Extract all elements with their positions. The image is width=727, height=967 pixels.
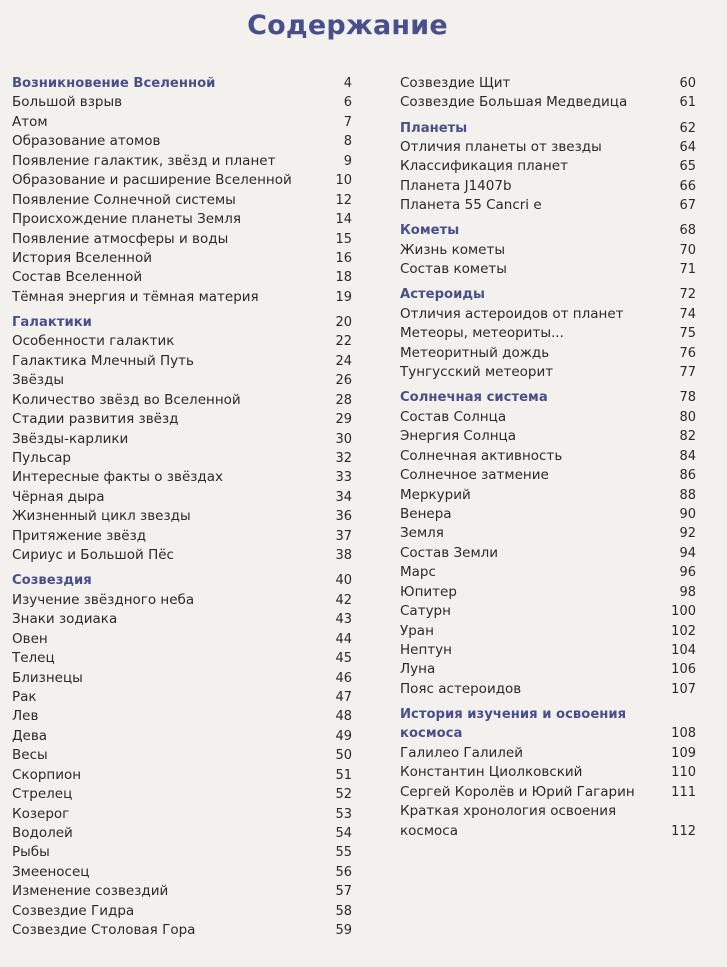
page-title: Содержание (247, 10, 448, 41)
toc-section (12, 313, 352, 566)
entry-title: Марс (400, 564, 436, 581)
entry-title: Нептун (400, 642, 452, 658)
entry-title: Состав Солнца (400, 408, 507, 425)
toc-entry (400, 447, 696, 466)
entry-title: Атом (12, 113, 48, 130)
toc-entry (400, 486, 696, 505)
entry-title: Образование и расширение Вселенной (12, 172, 292, 189)
page-number: 72 (679, 287, 696, 303)
entry-title: Созвездие Большая Медведица (400, 94, 628, 111)
section-title: Солнечная система (400, 390, 548, 406)
entry-title: Планета J1407b (400, 177, 512, 194)
toc-section (400, 221, 696, 279)
section-title: Возникновение Вселенной (12, 76, 216, 91)
page-number: 6 (343, 95, 352, 111)
page-number: 14 (335, 212, 352, 228)
page-number: 68 (679, 223, 696, 239)
page-number: 38 (335, 548, 352, 564)
entry-title: Отличия планеты от звезды (400, 139, 602, 155)
toc-entry (12, 746, 352, 765)
page-number: 60 (679, 76, 696, 91)
entry-title: Дева (12, 727, 48, 744)
toc-entry (12, 93, 352, 112)
entry-title: Жизненный цикл звезды (12, 508, 191, 525)
entry-title: Солнечное затмение (400, 467, 549, 484)
entry-title: Происхождение планеты Земля (12, 211, 241, 228)
toc-section-heading (400, 705, 696, 744)
entry-title: Водолей (12, 825, 73, 842)
toc-entry (12, 766, 352, 785)
toc-entry (400, 602, 696, 621)
toc-right-column (400, 74, 696, 847)
page-number: 61 (679, 95, 696, 111)
toc-entry (400, 544, 696, 563)
page-number: 62 (679, 120, 696, 136)
entry-title: Появление галактик, звёзд и планет (12, 152, 276, 169)
page-number: 51 (335, 767, 352, 783)
page-number: 112 (671, 823, 696, 839)
entry-title: Появление Солнечной системы (12, 191, 236, 208)
entry-title: Весы (12, 747, 48, 764)
page-number: 70 (679, 242, 696, 258)
section-title: Кометы (400, 223, 460, 239)
entry-title: Стрелец (12, 786, 73, 803)
page-number: 58 (335, 903, 352, 919)
entry-title: Скорпион (12, 766, 82, 783)
entry-title: Галилео Галилей (400, 744, 524, 761)
entry-title: Интересные факты о звёздах (12, 469, 224, 486)
toc-entry (12, 268, 352, 287)
toc-entry (12, 669, 352, 688)
toc-entry (400, 583, 696, 602)
entry-title: Сатурн (400, 603, 451, 620)
entry-title: Юпитер (400, 583, 457, 600)
toc-section (400, 705, 696, 841)
entry-title: Уран (400, 622, 434, 639)
page-number: 52 (335, 787, 352, 803)
page-number: 10 (335, 173, 352, 189)
page-number: 29 (335, 412, 352, 428)
page-number: 106 (671, 662, 696, 678)
page-number: 7 (343, 114, 352, 130)
entry-title: Состав Вселенной (12, 269, 143, 286)
entry-title: Жизнь кометы (400, 241, 505, 258)
page-number: 18 (335, 270, 352, 286)
toc-entry (12, 391, 352, 410)
entry-title: Созвездие Щит (400, 75, 511, 91)
toc-entry (400, 241, 696, 260)
entry-title: Пояс астероидов (400, 680, 522, 697)
toc-entry (12, 649, 352, 668)
entry-title: Классификация планет (400, 158, 568, 175)
toc-entry (12, 527, 352, 546)
entry-title: История Вселенной (12, 249, 153, 266)
entry-title: Луна (400, 661, 436, 678)
entry-title: Пульсар (12, 450, 71, 467)
entry-title: Притяжение звёзд (12, 527, 147, 544)
entry-title: Близнецы (12, 669, 83, 686)
page-number: 94 (679, 545, 696, 561)
page-number: 9 (343, 153, 352, 169)
page-number: 12 (335, 192, 352, 208)
page-number: 64 (679, 140, 696, 155)
toc-section (400, 74, 696, 113)
page-number: 66 (679, 178, 696, 194)
page-number: 40 (335, 573, 352, 589)
entry-title: Рыбы (12, 844, 50, 861)
toc-entry (12, 332, 352, 351)
toc-entry (12, 449, 352, 468)
page-number: 57 (335, 884, 352, 900)
toc-entry (400, 344, 696, 363)
toc-entry (12, 288, 352, 307)
section-title: Галактики (12, 314, 92, 330)
toc-entry (400, 363, 696, 382)
entry-title: Тунгусский метеорит (400, 364, 554, 381)
toc-entry (12, 410, 352, 429)
entry-title: Рак (12, 688, 37, 705)
page-number: 16 (335, 250, 352, 266)
section-title: История изучения и освоения космоса (400, 707, 627, 742)
page-number: 111 (671, 784, 696, 800)
toc-entry (12, 210, 352, 229)
toc-section-heading (12, 313, 352, 332)
page-number: 86 (679, 468, 696, 484)
toc-entry (400, 138, 696, 157)
toc-entry (400, 408, 696, 427)
entry-title: Звёзды (12, 372, 65, 389)
toc-entry (12, 468, 352, 487)
page-number: 37 (335, 528, 352, 544)
toc-left-column (12, 74, 352, 946)
toc-entry (12, 488, 352, 507)
toc-entry (12, 113, 352, 132)
entry-title: Овен (12, 630, 48, 647)
toc-entry (400, 93, 696, 112)
page-number: 100 (671, 604, 696, 620)
toc-entry (12, 882, 352, 901)
toc-entry (12, 591, 352, 610)
toc-section-heading (400, 285, 696, 304)
toc-entry (12, 805, 352, 824)
section-title: Астероиды (400, 287, 485, 303)
entry-title: Изучение звёздного неба (12, 591, 195, 608)
toc-section (400, 388, 696, 699)
entry-title: Метеоры, метеориты... (400, 325, 564, 342)
page-number: 102 (671, 623, 696, 639)
toc-entry (12, 546, 352, 565)
page-number: 75 (679, 326, 696, 342)
toc-entry (12, 171, 352, 190)
toc-entry (400, 744, 696, 763)
toc-entry (400, 783, 696, 802)
toc-entry (400, 505, 696, 524)
toc-entry (12, 843, 352, 862)
toc-entry (400, 324, 696, 343)
toc-entry (400, 622, 696, 641)
toc-entry (400, 763, 696, 782)
entry-title: Созвездие Гидра (12, 902, 135, 919)
page-number: 110 (671, 765, 696, 781)
entry-title: Тёмная энергия и тёмная материя (12, 288, 259, 305)
toc-entry (400, 427, 696, 446)
toc-entry (12, 230, 352, 249)
page-number: 78 (679, 390, 696, 406)
entry-title: Сергей Королёв и Юрий Гагарин (400, 783, 635, 800)
page-number: 104 (671, 643, 696, 658)
entry-title: Галактика Млечный Путь (12, 352, 194, 369)
entry-title: Венера (400, 505, 452, 522)
entry-title: Солнечная активность (400, 447, 563, 464)
page-number: 30 (335, 431, 352, 447)
entry-title: Состав Земли (400, 544, 499, 561)
page-number: 71 (679, 262, 696, 278)
page-number: 109 (671, 745, 696, 761)
toc-entry (12, 430, 352, 449)
toc-entry (12, 191, 352, 210)
entry-title: Энергия Солнца (400, 428, 517, 445)
entry-title: Лев (12, 708, 39, 725)
page-number: 88 (679, 487, 696, 503)
toc-section-heading (400, 221, 696, 240)
entry-title: Отличия астероидов от планет (400, 305, 624, 322)
toc-entry (12, 921, 352, 940)
toc-entry (12, 785, 352, 804)
page-number: 34 (335, 489, 352, 505)
entry-title: Изменение созвездий (12, 883, 169, 900)
page-number: 33 (335, 470, 352, 486)
toc-entry (12, 352, 352, 371)
toc-entry (400, 802, 696, 841)
page-number: 22 (335, 334, 352, 350)
toc-entry (400, 563, 696, 582)
page-number: 80 (679, 409, 696, 425)
page-number: 46 (335, 670, 352, 686)
page-number: 90 (679, 506, 696, 522)
page-number: 107 (671, 681, 696, 697)
toc-section-heading (12, 571, 352, 590)
page-number: 47 (335, 689, 352, 705)
entry-title: Состав кометы (400, 261, 507, 278)
page-number: 42 (335, 592, 352, 608)
page-number: 8 (343, 134, 352, 150)
toc-section (12, 74, 352, 307)
page-number: 28 (335, 392, 352, 408)
toc-entry (400, 177, 696, 196)
toc-section (400, 119, 696, 216)
toc-entry (12, 630, 352, 649)
toc-entry (12, 152, 352, 171)
page-number: 84 (679, 448, 696, 464)
toc-entry (12, 688, 352, 707)
entry-title: Змееносец (12, 863, 90, 880)
page-number: 44 (335, 631, 352, 647)
toc-entry (12, 132, 352, 151)
entry-title: Козерог (12, 805, 70, 822)
page-number: 82 (679, 429, 696, 445)
toc-entry (400, 524, 696, 543)
entry-title: Особенности галактик (12, 333, 175, 350)
page-number: 36 (335, 509, 352, 525)
toc-entry (12, 371, 352, 390)
toc-entry (400, 260, 696, 279)
page-number: 45 (335, 651, 352, 667)
toc-entry (12, 249, 352, 268)
page-number: 67 (679, 198, 696, 214)
page-number: 53 (335, 806, 352, 822)
toc-entry (400, 466, 696, 485)
entry-title: Краткая хронология освоения космоса (400, 803, 617, 839)
entry-title: Метеоритный дождь (400, 344, 550, 361)
entry-title: Звёзды-карлики (12, 430, 129, 447)
page-number: 32 (335, 451, 352, 467)
page-number: 108 (671, 726, 696, 742)
toc-entry (12, 727, 352, 746)
entry-title: Константин Циолковский (400, 764, 583, 781)
entry-title: Знаки зодиака (12, 611, 118, 628)
toc-entry (12, 863, 352, 882)
toc-entry (12, 902, 352, 921)
toc-section (12, 571, 352, 940)
page-number: 43 (335, 612, 352, 628)
toc-section-heading (400, 388, 696, 407)
page-number: 77 (679, 365, 696, 381)
entry-title: Количество звёзд во Вселенной (12, 391, 241, 408)
page-number: 24 (335, 353, 352, 369)
entry-title: Большой взрыв (12, 94, 123, 111)
toc-entry (12, 610, 352, 629)
toc-entry (400, 196, 696, 215)
entry-title: Планета 55 Cancri e (400, 197, 542, 214)
toc-entry (12, 707, 352, 726)
page-number: 59 (335, 923, 352, 939)
page-number: 48 (335, 709, 352, 725)
entry-title: Стадии развития звёзд (12, 411, 179, 428)
section-title: Созвездия (12, 573, 92, 589)
toc-entry (400, 641, 696, 660)
entry-title: Телец (12, 650, 55, 667)
page-number: 15 (335, 231, 352, 247)
page-number: 20 (335, 314, 352, 330)
toc-entry (400, 305, 696, 324)
section-title: Планеты (400, 120, 468, 136)
page-number: 96 (679, 565, 696, 581)
page-number: 49 (335, 728, 352, 744)
page-number: 74 (679, 306, 696, 322)
toc-entry (400, 680, 696, 699)
toc-section-heading (12, 74, 352, 93)
page-number: 50 (335, 748, 352, 764)
page-number: 19 (335, 289, 352, 305)
entry-title: Образование атомов (12, 133, 161, 150)
page-number: 65 (679, 159, 696, 175)
toc-entry (12, 507, 352, 526)
toc-section (400, 285, 696, 382)
page-number: 98 (679, 584, 696, 600)
entry-title: Созвездие Столовая Гора (12, 922, 196, 939)
entry-title: Чёрная дыра (12, 488, 105, 505)
page-number: 76 (679, 345, 696, 361)
page-number: 55 (335, 845, 352, 861)
toc-entry (12, 824, 352, 843)
toc-entry (400, 74, 696, 93)
entry-title: Меркурий (400, 486, 471, 503)
page-number: 56 (335, 864, 352, 880)
page-number: 4 (343, 76, 352, 91)
entry-title: Появление атмосферы и воды (12, 230, 229, 247)
toc-entry (400, 157, 696, 176)
entry-title: Сириус и Большой Пёс (12, 547, 174, 564)
page-number: 26 (335, 373, 352, 389)
toc-entry (400, 660, 696, 679)
entry-title: Земля (400, 525, 444, 542)
toc-section-heading (400, 119, 696, 138)
page-number: 92 (679, 526, 696, 542)
page-number: 54 (335, 826, 352, 842)
